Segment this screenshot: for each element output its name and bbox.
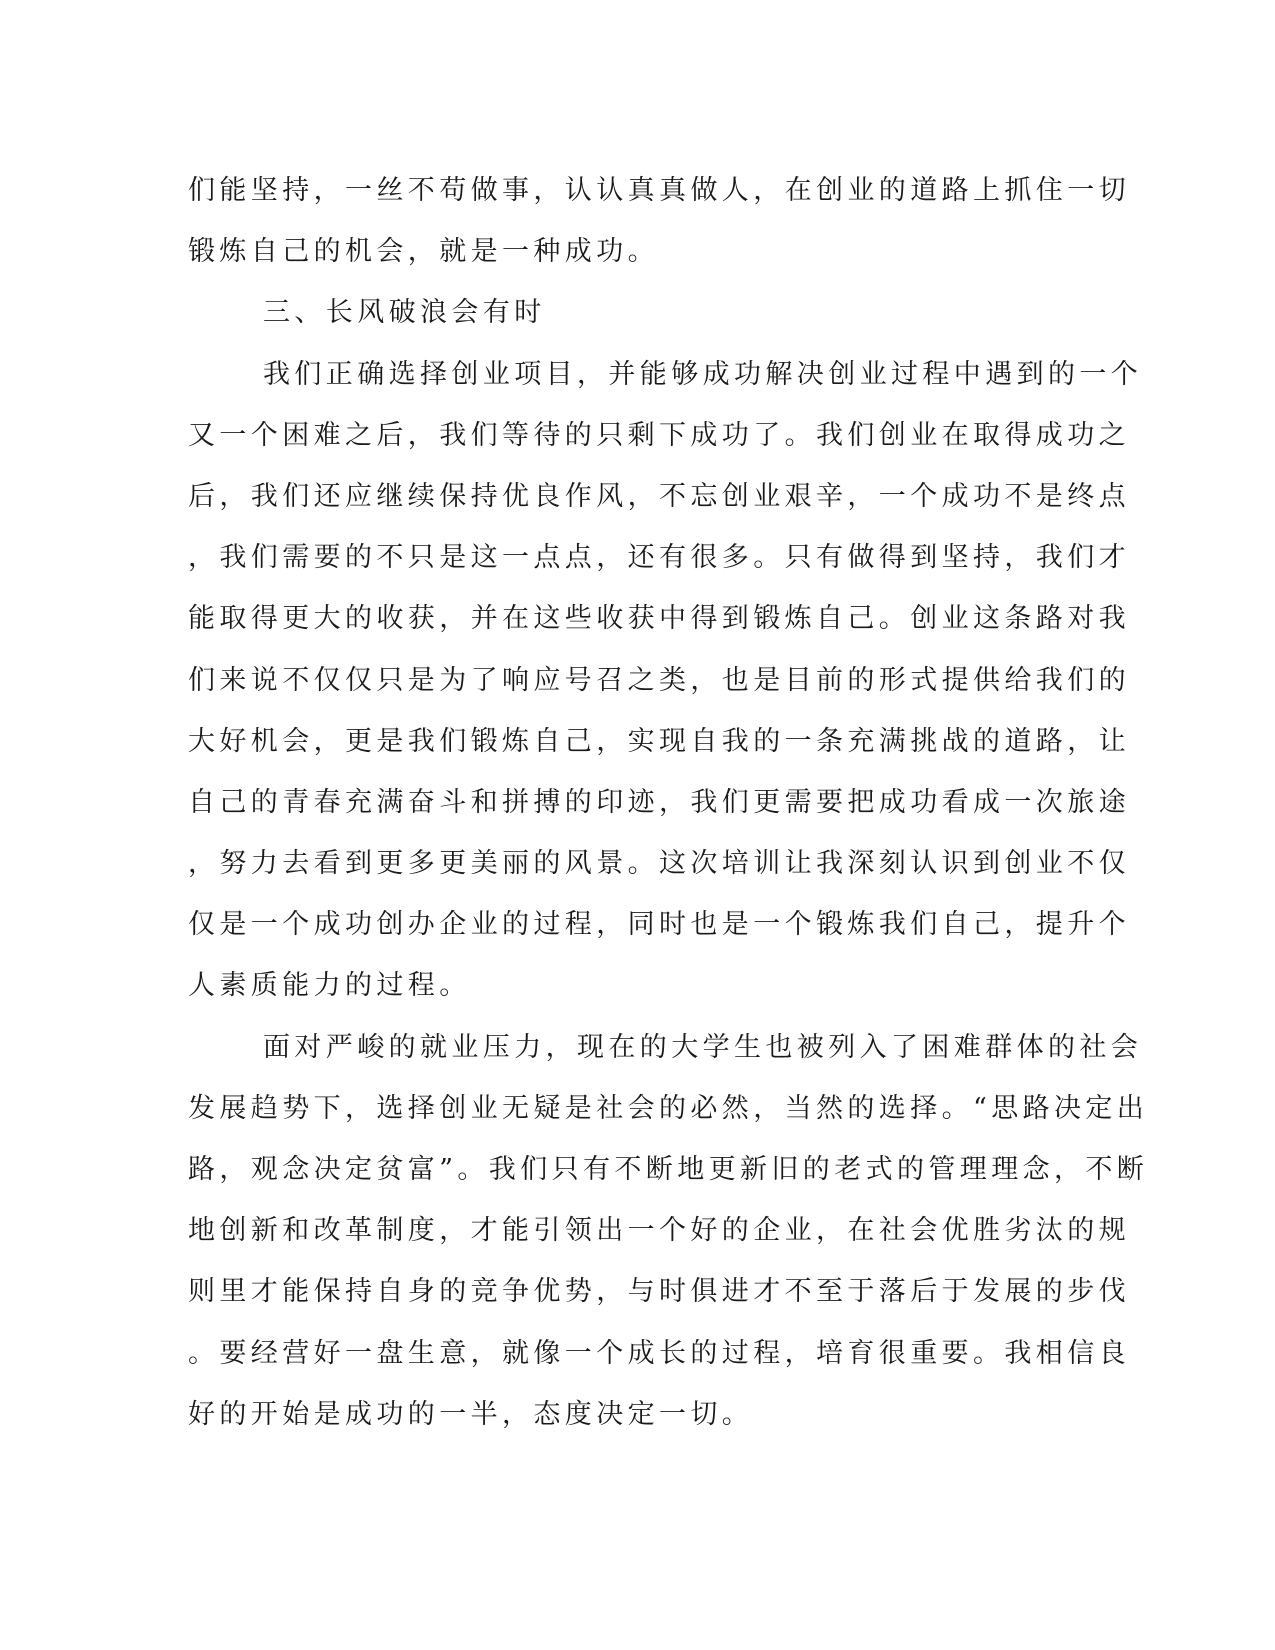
text-line-6: 后，我们还应继续保持优良作风，不忘创业艰辛，一个成功不是终点 <box>188 480 1130 512</box>
text-line-10: 大好机会，更是我们锻炼自己，实现自我的一条充满挑战的道路，让 <box>188 725 1130 757</box>
text-line-2: 锻炼自己的机会，就是一种成功。 <box>188 236 659 268</box>
text-line-8: 能取得更大的收获，并在这些收获中得到锻炼自己。创业这条路对我 <box>188 603 1130 635</box>
text-line-5: 又一个困难之后，我们等待的只剩下成功了。我们创业在取得成功之 <box>188 419 1130 451</box>
section-heading: 三、长风破浪会有时 <box>263 297 546 329</box>
text-line-20: 。要经营好一盘生意，就像一个成长的过程，培育很重要。我相信良 <box>188 1337 1130 1369</box>
text-line-9: 们来说不仅仅只是为了响应号召之类，也是目前的形式提供给我们的 <box>188 664 1130 696</box>
document-body <box>188 160 1149 1445</box>
text-line-16: 发展趋势下，选择创业无疑是社会的必然，当然的选择。“思路决定出 <box>188 1092 1149 1124</box>
text-line-11: 自己的青春充满奋斗和拼搏的印迹，我们更需要把成功看成一次旅途 <box>188 786 1130 818</box>
text-line-7: ，我们需要的不只是这一点点，还有很多。只有做得到坚持，我们才 <box>188 542 1130 574</box>
text-line-1: 们能坚持，一丝不苟做事，认认真真做人，在创业的道路上抓住一切 <box>188 175 1130 206</box>
text-line-17: 路，观念决定贫富”。我们只有不断地更新旧的老式的管理理念，不断 <box>188 1154 1149 1185</box>
text-line-15: 面对严峻的就业压力，现在的大学生也被列入了困难群体的社会 <box>263 1031 1143 1063</box>
text-line-18: 地创新和改革制度，才能引领出一个好的企业，在社会优胜劣汰的规 <box>188 1215 1130 1247</box>
text-line-12: ，努力去看到更多更美丽的风景。这次培训让我深刻认识到创业不仅 <box>188 848 1130 880</box>
text-line-21: 好的开始是成功的一半，态度决定一切。 <box>188 1398 754 1430</box>
text-line-14: 人素质能力的过程。 <box>188 970 471 1002</box>
text-line-4: 我们正确选择创业项目，并能够成功解决创业过程中遇到的一个 <box>263 358 1143 390</box>
text-line-13: 仅是一个成功创办企业的过程，同时也是一个锻炼我们自己，提升个 <box>188 909 1130 941</box>
text-line-19: 则里才能保持自身的竞争优势，与时俱进才不至于落后于发展的步伐 <box>188 1276 1130 1308</box>
